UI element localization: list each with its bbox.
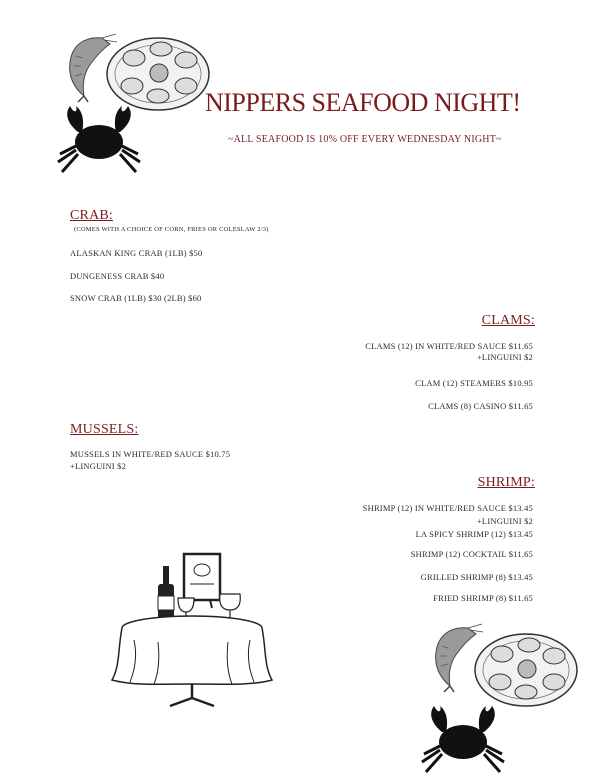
- menu-item: SHRIMP (12) COCKTAIL $11.65: [410, 549, 533, 559]
- menu-item: FRIED SHRIMP (8) $11.65: [433, 593, 533, 603]
- section-heading-clams: CLAMS:: [481, 313, 535, 328]
- menu-item: MUSSELS IN WHITE/RED SAUCE $10.75: [70, 449, 231, 459]
- menu-item: GRILLED SHRIMP (8) $13.45: [420, 572, 533, 582]
- page-title: NIPPERS SEAFOOD NIGHT!: [205, 88, 521, 117]
- menu-item-addon: +LINGUINI $2: [70, 461, 127, 471]
- menu-item: LA SPICY SHRIMP (12) $13.45: [415, 529, 533, 539]
- menu-item: CLAMS (8) CASINO $11.65: [428, 401, 533, 411]
- crab-sides-note: (COMES WITH A CHOICE OF CORN, FRIES OR COLESLAW 2/3): [74, 226, 269, 233]
- menu-item: SHRIMP (12) IN WHITE/RED SAUCE $13.45: [362, 503, 533, 513]
- menu-item-addon: +LINGUINI $2: [476, 352, 533, 362]
- crab-icon: [54, 102, 144, 176]
- section-heading-shrimp: SHRIMP:: [477, 475, 535, 490]
- menu-item: ALASKAN KING CRAB (1LB) $50: [70, 248, 203, 258]
- crab-icon: [418, 702, 508, 776]
- menu-item: DUNGENESS CRAB $40: [70, 271, 165, 281]
- menu-item: SNOW CRAB (1LB) $30 (2LB) $60: [70, 293, 202, 303]
- menu-item: CLAMS (12) IN WHITE/RED SAUCE $11.65: [365, 341, 533, 351]
- oyster-plate-icon: [472, 630, 580, 710]
- dinner-table-icon: [104, 548, 274, 710]
- promo-subtitle: ~ALL SEAFOOD IS 10% OFF EVERY WEDNESDAY NIGHT~: [228, 134, 502, 145]
- section-heading-mussels: MUSSELS:: [70, 422, 139, 437]
- menu-item-addon: +LINGUINI $2: [476, 516, 533, 526]
- section-heading-crab: CRAB:: [70, 208, 114, 223]
- menu-item: CLAM (12) STEAMERS $10.95: [415, 378, 533, 388]
